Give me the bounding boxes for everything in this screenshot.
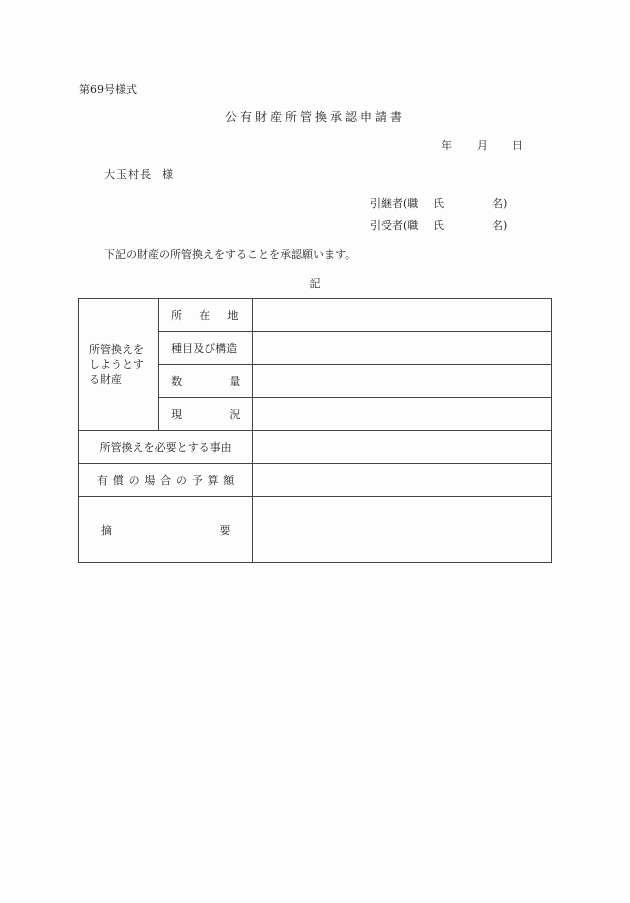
property-group-label: 所管換えを しようとす る財産 [79,299,159,431]
reason-label: 所管換えを必要とする事由 [79,431,253,464]
transferor-name-end: 名) [492,197,508,210]
transferee-name-mid: 氏 [433,219,444,232]
status-value-cell[interactable] [253,398,552,431]
transferee-label: 引受者(職 [370,219,419,232]
date-year-label: 年 [441,139,452,152]
form-number: 第69号様式 [79,83,137,96]
budget-label: 有 償 の 場 合 の 予 算 額 [79,464,253,497]
date-month-label: 月 [477,139,488,152]
transferee-name-end: 名) [492,219,508,232]
request-text: 下記の財産の所管換えをすることを承認願います。 [104,248,357,261]
reason-value-cell[interactable] [253,431,552,464]
transferor-label: 引継者(職 [370,197,419,210]
property-transfer-table [78,298,552,563]
status-label: 現 況 [159,398,253,431]
quantity-label: 数 量 [159,365,253,398]
document-title: 公有財産所管換承認申請書 [224,110,405,124]
summary-value-cell[interactable] [253,497,552,563]
type-structure-label: 種目及び構造 [159,332,253,365]
quantity-value-cell[interactable] [253,365,552,398]
location-value-cell[interactable] [253,299,552,332]
type-structure-value-cell[interactable] [253,332,552,365]
budget-value-cell[interactable] [253,464,552,497]
addressee-name: 大玉村長 [104,168,152,181]
summary-label: 摘 要 [79,497,253,563]
date-day-label: 日 [512,139,523,152]
addressee-honorific: 様 [162,168,174,181]
transferor-name-mid: 氏 [433,197,444,210]
ki-heading: 記 [309,277,321,290]
location-label: 所 在 地 [159,299,253,332]
addressee [104,166,174,182]
